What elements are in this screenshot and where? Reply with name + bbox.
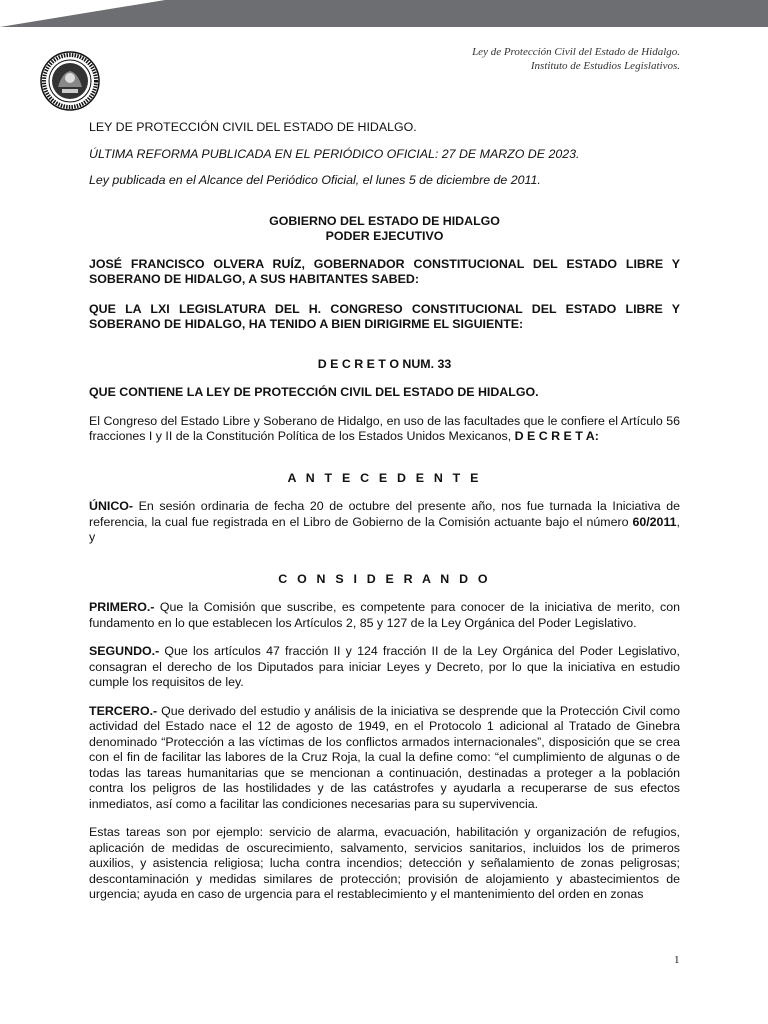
primero-label: PRIMERO.- bbox=[89, 600, 155, 614]
header-law-title: Ley de Protección Civil del Estado de Hidalgo. bbox=[472, 46, 680, 58]
state-seal-icon bbox=[40, 51, 100, 111]
document-body bbox=[89, 120, 680, 903]
governor-statement: JOSÉ FRANCISCO OLVERA RUÍZ, GOBERNADOR CONSTITUCIONAL DEL ESTADO LIBRE Y SOBERANO DE HIDALGO, A SUS HABITANTES SABED: bbox=[89, 256, 680, 286]
government-heading: GOBIERNO DEL ESTADO DE HIDALGO bbox=[269, 213, 500, 228]
publication-note: Ley publicada en el Alcance del Periódico Oficial, el lunes 5 de diciembre de 2011. bbox=[89, 173, 541, 187]
header-institute: Instituto de Estudios Legislativos. bbox=[530, 60, 680, 72]
decree-subject: QUE CONTIENE LA LEY DE PROTECCIÓN CIVIL DEL ESTADO DE HIDALGO. bbox=[89, 385, 539, 399]
tercero-text: Que derivado del estudio y análisis de la iniciativa se desprende que la Protección Civil como actividad del Estado nace el 12 de agosto de 1949, en el Protocolo 1 adicional al Tratado de Ginebra denominado “Protección a las víctimas de los conflictos armados internacionales”, disposición que se crea con el fin de facilitar las labores de la Cruz Roja, la cual la define como: “el cumplimiento de algunas o de todas las tareas humanitarias que se mencionan a continuación, destinadas a proteger a la población contra los peligros de las hostilidades y de las catástrofes y ayudarla a recuperarse de sus efectos inmediatos, así como a facilitar las condiciones necesarias para su supervivencia. bbox=[89, 703, 680, 811]
last-reform: ÚLTIMA REFORMA PUBLICADA EN EL PERIÓDICO OFICIAL: 27 DE MARZO DE 2023. bbox=[89, 146, 580, 161]
tareas-paragraph: Estas tareas son por ejemplo: servicio de alarma, evacuación, habilitación y organización de refugios, aplicación de medidas de oscurecimiento, salvamento, servicios sanitarios, incluidos los de primeros auxilios, y asistencia religiosa; lucha contra incendios; detección y señalamiento de zonas peligrosas; descontaminación y medidas similares de protección; provisión de alojamiento y abastecimientos de urgencia; ayuda en caso de urgencia para el restablecimiento y el mantenimiento del orden en zonas bbox=[89, 825, 680, 901]
segundo-paragraph bbox=[89, 644, 680, 691]
segundo-label: SEGUNDO.- bbox=[89, 644, 160, 658]
page-number: 1 bbox=[674, 954, 680, 966]
segundo-text: Que los artículos 47 fracción II y 124 fracción II de la Ley Orgánica del Poder Legislativo, consagran el derecho de los Diputados para iniciar Leyes y Decreto, por lo que la iniciativa en estudio cumple los requisitos de ley. bbox=[89, 644, 680, 689]
congress-paragraph bbox=[89, 414, 680, 445]
considerando-heading: C O N S I D E R A N D O bbox=[278, 571, 491, 586]
law-title: LEY DE PROTECCIÓN CIVIL DEL ESTADO DE HIDALGO. bbox=[89, 120, 417, 134]
tercero-label: TERCERO.- bbox=[89, 703, 158, 718]
unico-number: 60/2011 bbox=[632, 514, 677, 529]
unico-paragraph bbox=[89, 499, 680, 546]
congress-text: El Congreso del Estado Libre y Soberano de Hidalgo, en uso de las facultades que le confiere el Artículo 56 fracciones I y II de la Constitución Política de los Estados Unidos Mexicanos, bbox=[89, 413, 680, 443]
unico-end: , y bbox=[89, 514, 680, 544]
primero-text: Que la Comisión que suscribe, es competente para conocer de la iniciativa de merito, con fundamento en lo que establecen los Artículos 2, 85 y 127 de la Ley Orgánica del Poder Legislativo. bbox=[89, 600, 680, 630]
primero-paragraph bbox=[89, 600, 680, 631]
top-header-notch bbox=[0, 0, 165, 27]
executive-heading: PODER EJECUTIVO bbox=[325, 229, 444, 243]
antecedente-heading: A N T E C E D E N T E bbox=[287, 470, 482, 485]
decreta-label: D E C R E T A: bbox=[514, 429, 599, 443]
decree-heading: D E C R E T O NUM. 33 bbox=[317, 356, 452, 371]
unico-text: En sesión ordinaria de fecha 20 de octubre del presente año, nos fue turnada la Iniciativa de referencia, la cual fue registrada en el Libro de Gobierno de la Comisión actuante bajo el número bbox=[89, 499, 680, 529]
running-header bbox=[472, 45, 680, 73]
unico-label: ÚNICO- bbox=[89, 499, 134, 513]
tercero-paragraph bbox=[89, 704, 680, 813]
legislature-statement: QUE LA LXI LEGISLATURA DEL H. CONGRESO CONSTITUCIONAL DEL ESTADO LIBRE Y SOBERANO DE HIDALGO, HA TENIDO A BIEN DIRIGIRME EL SIGUIENTE: bbox=[89, 301, 680, 331]
